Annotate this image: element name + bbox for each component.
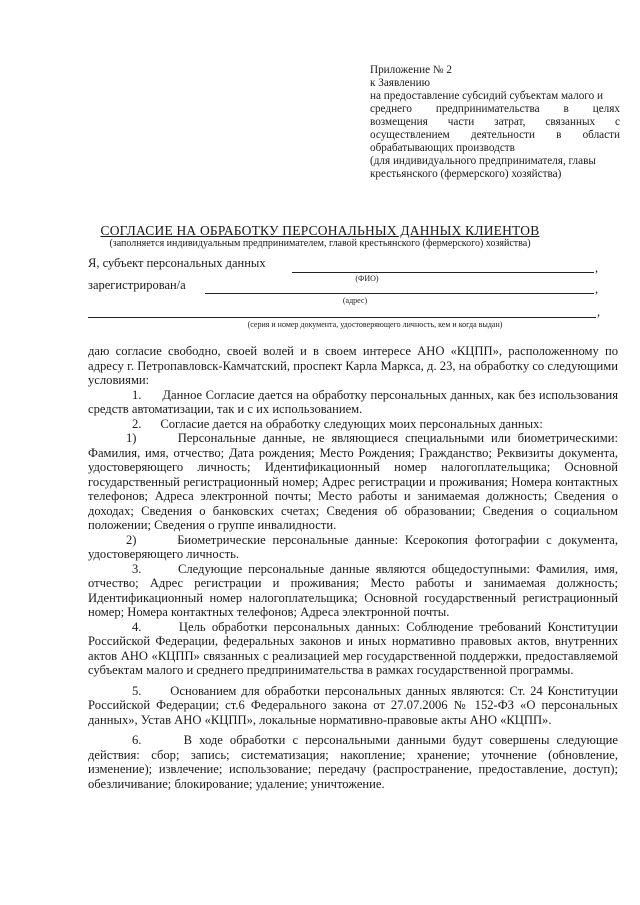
appendix-line-1: Приложение № 2 [370, 64, 452, 76]
appendix-line-9: крестьянского (фермерского) хозяйства) [370, 168, 562, 180]
document-body [88, 344, 618, 791]
address-comma: , [595, 282, 599, 296]
appendix-line-8: (для индивидуального предпринимателя, главы [370, 155, 596, 167]
registered-label: зарегистрирован/а [88, 278, 186, 292]
appendix-block [370, 64, 620, 181]
appendix-line-3: на предоставление субсидий субъектам малого и [370, 90, 603, 102]
clause-5: 5. Основанием для обработки персональных данных являются: Ст. 24 Конституции Российской Федерации; ст.6 Федерального закона от 27.07.2006 № 152-ФЗ «О персональных данных», Устав АНО «КЦПП», локальные нормативно-правовые акты АНО «КЦПП». [88, 683, 618, 727]
fio-caption: (ФИО) [355, 274, 379, 283]
fio-comma: , [595, 261, 599, 275]
clause-2-item-2: 2) Биометрические персональные данные: Ксерокопия фотографии с документа, удостоверяющего личность. [88, 532, 618, 561]
intro-paragraph: даю согласие свободно, своей волей и в своем интересе АНО «КЦПП», расположенному по адресу г. Петропавловск-Камчатский, проспект Карла Маркса, д. 23, на обработку со следующими условиями: [88, 344, 618, 387]
appendix-line-2: к Заявлению [370, 77, 430, 89]
clause-3: 3. Следующие персональные данные являются общедоступными: Фамилия, имя, отчество; Адрес регистрации и проживания; Место работы и занимаемая должность; Идентификационный номер налогоплательщика; Основной государственный регистрационный номер; Номера контактных телефонов; Адреса электронной почты. [88, 561, 618, 619]
document-caption: (серия и номер документа, удостоверяющего личность, кем и когда выдан) [247, 320, 503, 329]
clause-2: 2. Согласие дается на обработку следующих моих персональных данных: [132, 416, 543, 431]
clause-2-item-1: 1) Персональные данные, не являющиеся специальными или биометрическими: Фамилия, имя, отчество; Дата рождения; Место Рождения; Гражданство; Реквизиты документа, удостоверяющего личность; Идентификационный номер налогоплательщика; Основной государственный регистрационный номер; Адрес регистрации и проживания; Номера контактных телефонов; Адреса электронной почты; Место работы и занимаемая должность; Сведения о доходах; Сведения о банковских счетах; Сведения об образовании; Сведения о социальном положении; Сведения о группе инвалидности. [88, 431, 618, 532]
subject-label: Я, субъект персональных данных [88, 256, 266, 270]
appendix-line-7: обрабатывающих производств [370, 142, 515, 154]
document-comma: , [597, 305, 601, 319]
clause-6: 6. В ходе обработки с персональными данными будут совершены следующие действия: сбор; запись; систематизация; накопление; хранение; уточнение (обновление, изменение); извлечение; использование; передачу (распространение, предоставление, доступ); обезличивание; блокирование; удаление; уничтожение. [88, 733, 618, 791]
appendix-line-6: осуществлением деятельности в области [370, 129, 620, 141]
appendix-line-5: возмещения части затрат, связанных с [370, 116, 620, 128]
document-title: СОГЛАСИЕ НА ОБРАБОТКУ ПЕРСОНАЛЬНЫХ ДАННЫХ КЛИЕНТОВ [100, 223, 540, 238]
document-subtitle: (заполняется индивидуальным предпринимателем, главой крестьянского (фермерского) хозяйства) [109, 238, 531, 249]
clause-4: 4. Цель обработки персональных данных: Соблюдение требований Конституции Российской Федерации, федеральных законов и иных нормативно правовых актов, внутренних актов АНО «КЦПП» связанных с реализацией мер государственной поддержки, предоставляемой субъектам малого и среднего предпринимательства в рамках государственной программы. [88, 619, 618, 677]
fio-field-line[interactable] [292, 272, 594, 273]
address-field-line[interactable] [205, 293, 594, 294]
clause-1: 1. Данное Согласие дается на обработку персональных данных, как без использования средств автоматизации, так и с их использованием. [88, 387, 618, 416]
document-field-line[interactable] [88, 317, 596, 318]
address-caption: (адрес) [342, 296, 368, 305]
appendix-line-4: среднего предпринимательства в целях [370, 103, 620, 115]
